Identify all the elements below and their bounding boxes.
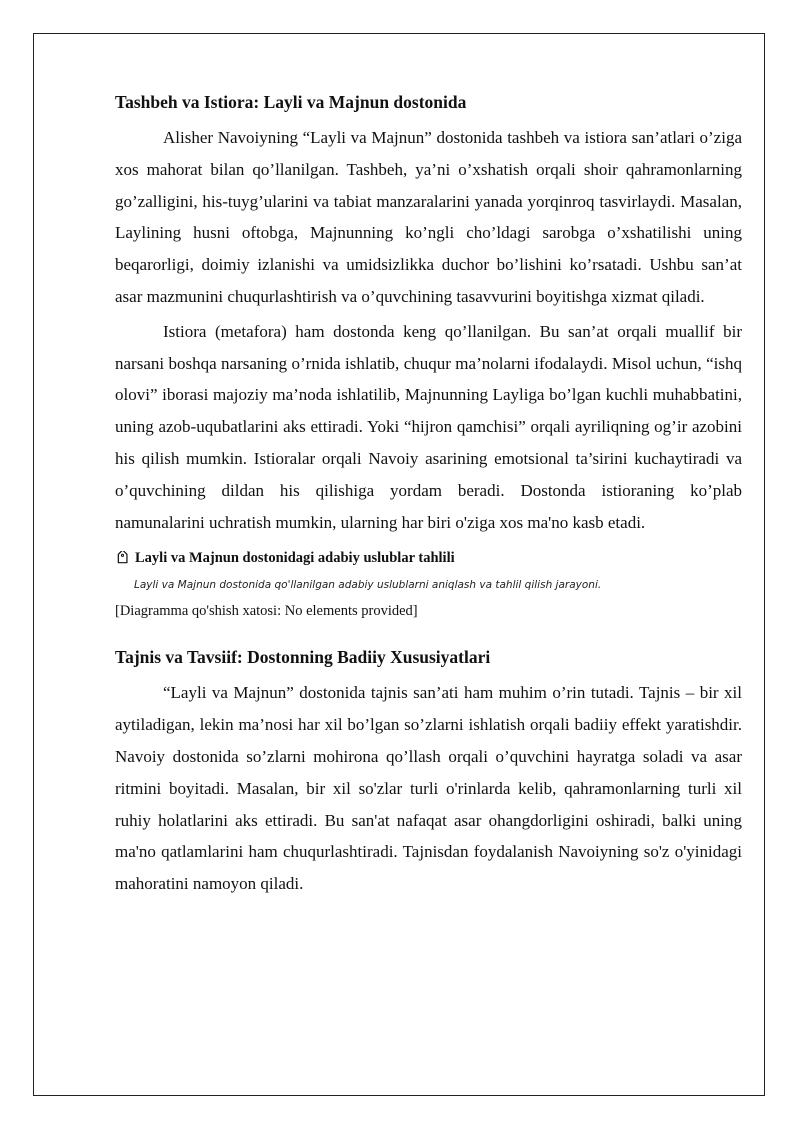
diagram-title: Layli va Majnun dostonidagi adabiy uslublar tahlili: [135, 550, 455, 567]
paragraph: Alisher Navoiyning “Layli va Majnun” dostonida tashbeh va istiora san’atlari o’ziga xos mahorat bilan qo’llanilgan. Tashbeh, ya’ni o’xshatish orqali shoir qahramonlarning go’zalligini, his-tuyg’ularini va tabiat manzaralarini yanada yorqinroq tasvirlaydi. Masalan, Laylining husni oftobga, Majnunning ko’ngli cho’ldagi sarobga o’xshatilishi uning beqarorligi, doimiy izlanishi va umidsizlikka duchor bo’lishini ko’rsatadi. Ushbu san’at asar mazmunini chuqurlashtirish va o’quvchining tasavvurini boyitishga xizmat qiladi.: [115, 128, 742, 306]
section-heading-tajnis: Tajnis va Tavsiif: Dostonning Badiiy Xususiyatlari: [115, 647, 491, 668]
diagram-block: [115, 548, 742, 621]
document-content: [115, 84, 742, 900]
tag-icon: [115, 551, 130, 566]
diagram-title-row: [115, 548, 742, 568]
section-body-tajnis: [115, 677, 742, 900]
paragraph: Istiora (metafora) ham dostonda keng qo’llanilgan. Bu san’at orqali muallif bir narsani boshqa narsaning o’rnida ishlatib, chuqur ma’nolarni ifodalaydi. Misol uchun, “ishq olovi” iborasi majoziy ma’noda ishlatilib, Majnunning Layliga bo’lgan kuchli muhabbatini, uning azob-uqubatlarini aks ettiradi. Yoki “hijron qamchisi” orqali ayriliqning og’ir azobini his qilish mumkin. Istioralar orqali Navoiy asarining emotsional ta’sirini kuchaytiradi va o’quvchining dildan his qilishiga yordam beradi. Dostonda istioraning ko’plab namunalarini uchratish mumkin, ularning har biri o'ziga xos ma'no kasb etadi.: [115, 321, 742, 532]
diagram-description: Layli va Majnun dostonida qo'llanilgan adabiy uslublarni aniqlash va tahlil qilish jarayoni.: [134, 579, 602, 592]
section-heading-tashbeh: Tashbeh va Istiora: Layli va Majnun dostonida: [115, 92, 467, 112]
section-body-tashbeh: [115, 122, 742, 538]
diagram-error-message: [Diagramma qo'shish xatosi: No elements provided]: [115, 603, 418, 620]
paragraph: “Layli va Majnun” dostonida tajnis san’ati ham muhim o’rin tutadi. Tajnis – bir xil aytiladigan, lekin ma’nosi har xil bo’lgan so’zlarni ishlatish orqali badiiy effekt yaratishdir. Navoiy dostonida so’zlarni mohirona qo’llash orqali o’quvchini hayratga soladi va asar ritmini boyitadi. Masalan, bir xil so'zlar turli o'rinlarda kelib, qahramonlarning turli xil ruhiy holatlarini aks ettiradi. Bu san'at nafaqat asar ohangdorligini oshiradi, balki uning ma'no qatlamlarini ham chuqurlashtiradi. Tajnisdan foydalanish Navoiyning so'z o'yinidagi mahoratini namoyon qiladi.: [115, 683, 742, 894]
